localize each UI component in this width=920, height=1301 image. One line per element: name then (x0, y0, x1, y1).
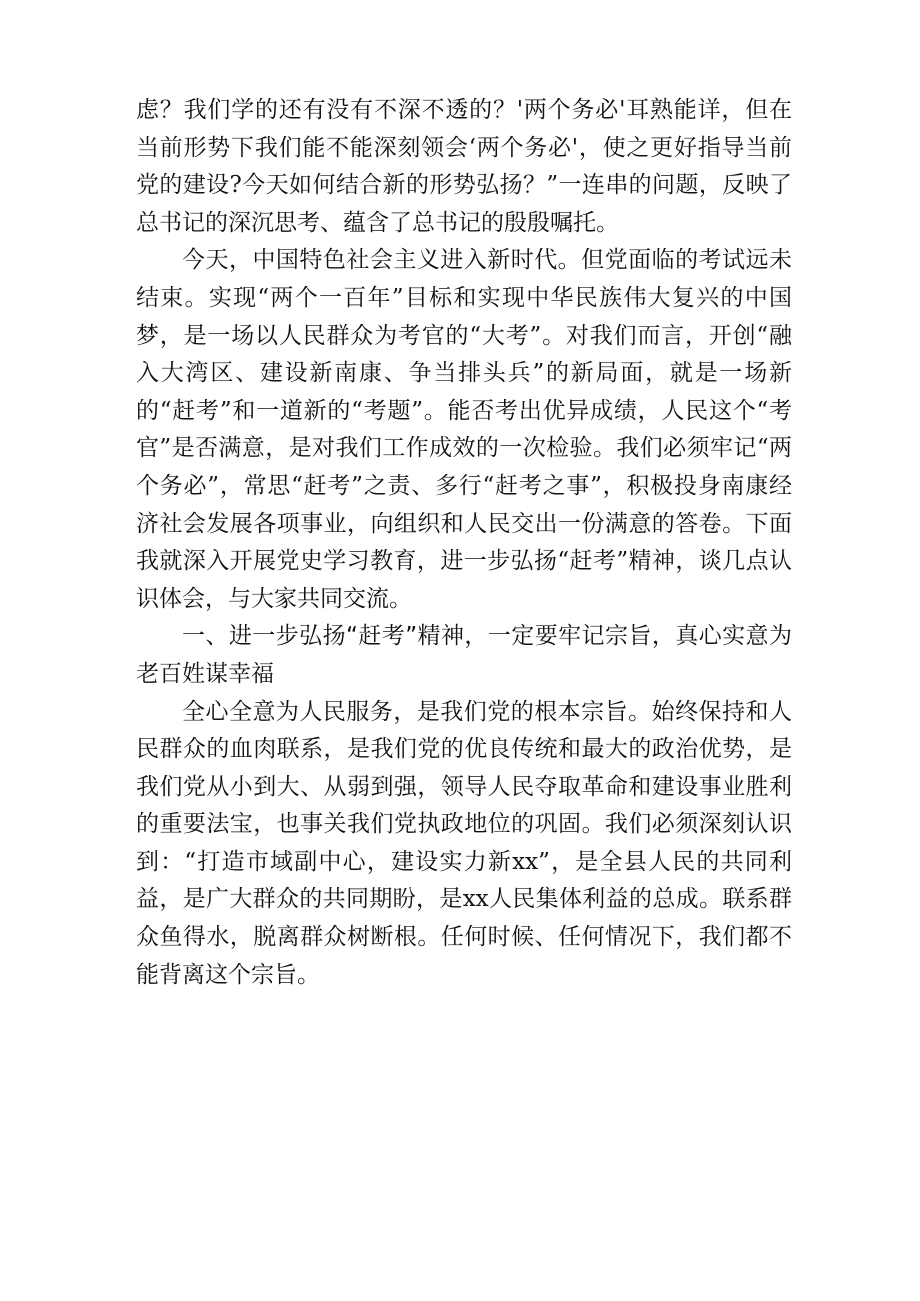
paragraph-new-era: 今天，中国特色社会主义进入新时代。但党面临的考试远未结束。实现“两个一百年”目标和实现中华民族伟大复兴的中国梦，是一场以人民群众为考官的“大考”。对我们而言，开创“融入大湾区、建设新南康、争当排头兵”的新局面，就是一场新的“赶考”和一道新的“考题”。能否考出优异成绩，人民这个“考官”是否满意，是对我们工作成效的一次检验。我们必须牢记“两个务必”，常思“赶考”之责、多行“赶考之事”，积极投身南康经济社会发展各项事业，向组织和人民交出一份满意的答卷。下面我就深入开展党史学习教育，进一步弘扬“赶考”精神，谈几点认识体会，与大家共同交流。 (136, 247, 792, 612)
paragraph-purpose: 全心全意为人民服务，是我们党的根本宗旨。始终保持和人民群众的血肉联系，是我们党的优良传统和最大的政治优势，是我们党从小到大、从弱到强，领导人民夺取革命和建设事业胜利的重要法宝，也事关我们党执政地位的巩固。我们必须深刻认识到：“打造市域副中心，建设实力新xx”，是全县人民的共同利益，是广大群众的共同期盼，是xx人民集体利益的总成。联系群众鱼得水，脱离群众树断根。任何时候、任何情况下，我们都不能背离这个宗旨。 (136, 698, 792, 988)
document-body (136, 92, 792, 994)
paragraph-continued: 虑？我们学的还有没有不深不透的？'两个务必'耳熟能详，但在当前形势下我们能不能深刻领会‘两个务必'，使之更好指导当前党的建设?今天如何结合新的形势弘扬？”一连串的问题，反映了总书记的深沉思考、蕴含了总书记的殷殷嘱托。 (136, 97, 792, 236)
section-heading: 一、进一步弘扬“赶考”精神，一定要牢记宗旨，真心实意为老百姓谋幸福 (136, 623, 792, 687)
